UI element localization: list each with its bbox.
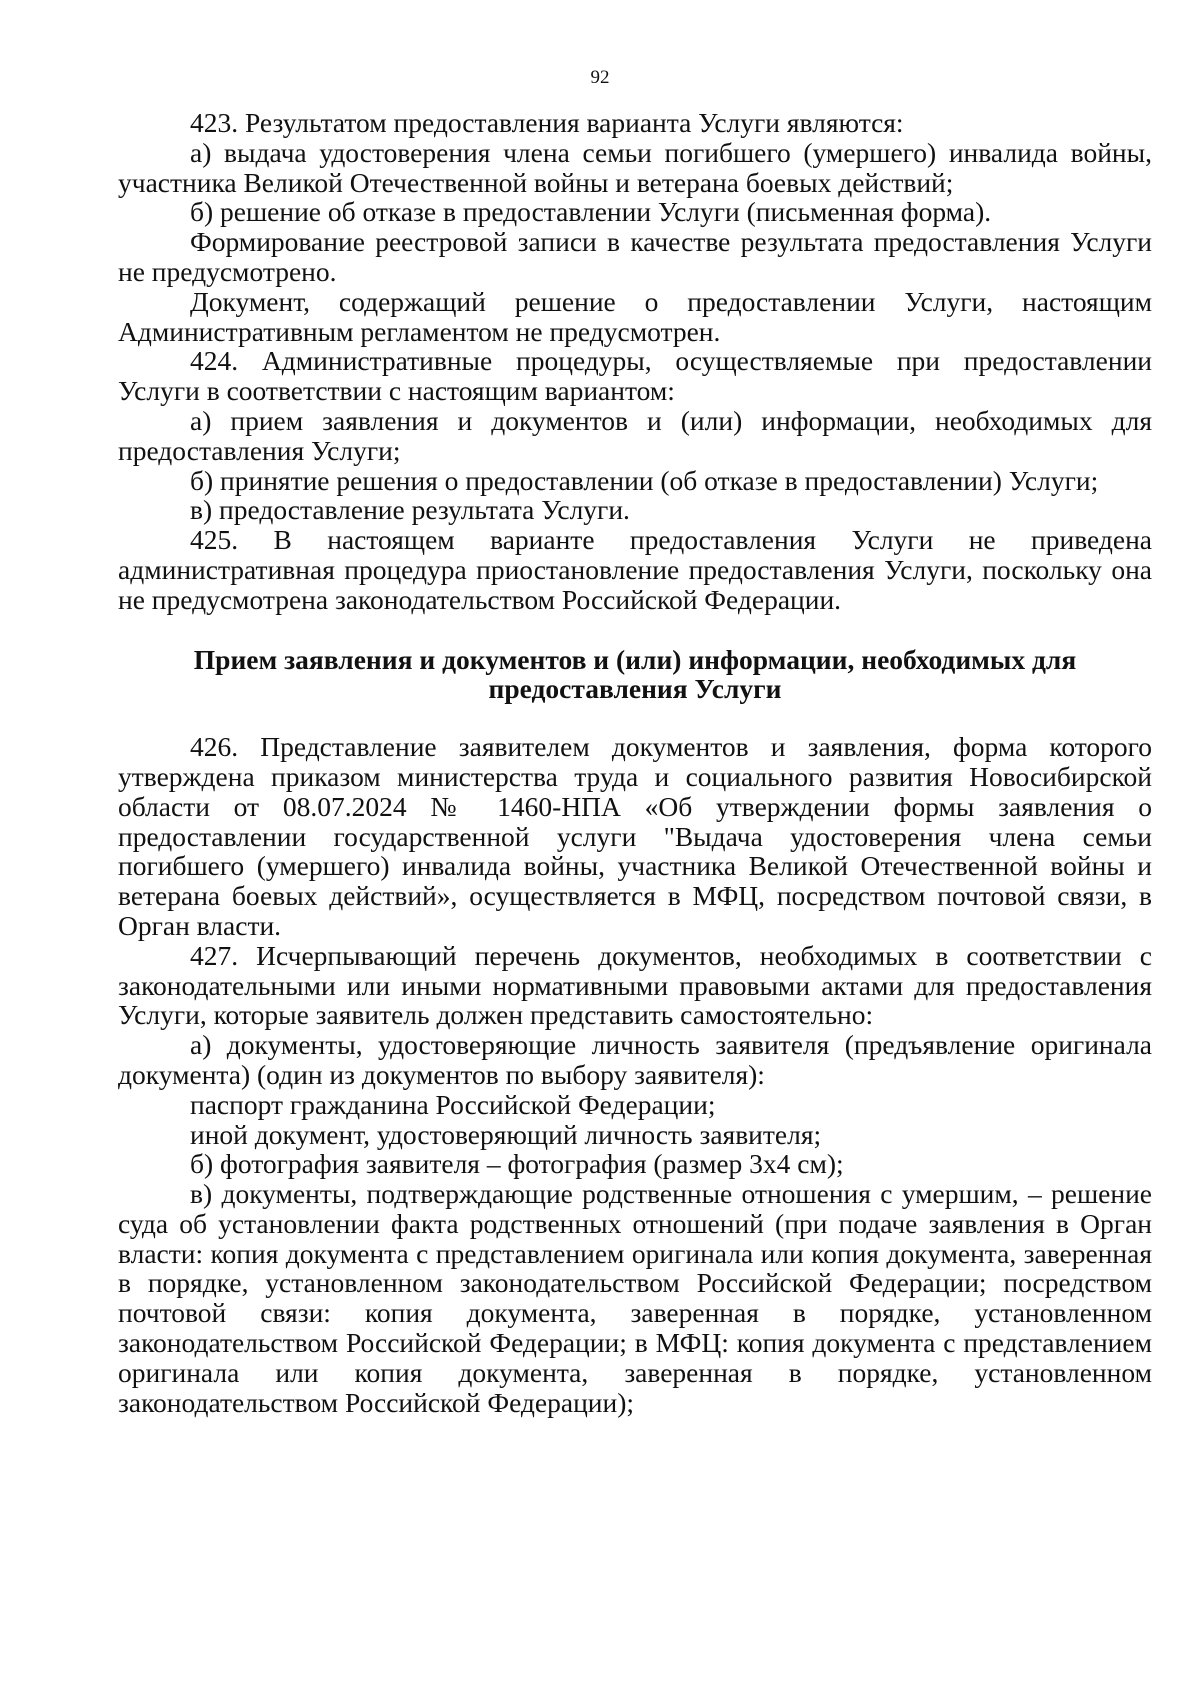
paragraph-decision-document: Документ, содержащий решение о предоставлении Услуги, настоящим Административным регламентом не предусмотрен. [118,285,1152,347]
paragraph-423-a: а) выдача удостоверения члена семьи погибшего (умершего) инвалида войны, участника Великой Отечественной войны и ветерана боевых действий; [118,136,1152,198]
page-number: 92 [590,67,610,88]
paragraph-423-b: б) решение об отказе в предоставлении Услуги (письменная форма). [190,196,992,228]
paragraph-424: 424. Административные процедуры, осуществляемые при предоставлении Услуги в соответствии с настоящим вариантом: [118,345,1152,407]
spacer [118,615,1152,645]
paragraph-427: 427. Исчерпывающий перечень документов, необходимых в соответствии с законодательными или иными нормативными правовыми актами для предоставления Услуги, которые заявитель должен представить самостоятельно: [118,939,1152,1031]
paragraph-423: 423. Результатом предоставления варианта Услуги являются: [190,107,904,138]
paragraph-425: 425. В настоящем варианте предоставления Услуги не приведена административная процедура приостановление предоставления Услуги, поскольку она не предусмотрена законодательством Российской Федерации. [118,524,1152,615]
paragraph-427-a: а) документы, удостоверяющие личность заявителя (предъявление оригинала документа) (один из документов по выбору заявителя): [118,1029,1152,1090]
paragraph-registry-record: Формирование реестровой записи в качестве результата предоставления Услуги не предусмотрено. [118,226,1152,287]
paragraph-427-b: б) фотография заявителя – фотография (размер 3х4 см); [190,1148,844,1180]
paragraph-427-c: в) документы, подтверждающие родственные отношения с умершим, – решение суда об установлении факта родственных отношений (при подаче заявления в Орган власти: копия документа с представлением оригинала или копия документа, заверенная в порядке, установленном законодательством Российской Федерации; посредством почтовой связи: копия документа, заверенная в порядке, установленном законодательством Российской Федерации; в МФЦ: копия документа с представлением оригинала или копия документа, заверенная в порядке, установленном законодательством Российской Федерации); [118,1178,1152,1418]
document-body [118,108,1152,1417]
paragraph-other-id: иной документ, удостоверяющий личность заявителя; [190,1118,822,1150]
section-heading: Прием заявления и документов и (или) информации, необходимых для предоставления Услуги [193,643,1077,705]
paragraph-424-b: б) принятие решения о предоставлении (об отказе в предоставлении) Услуги; [190,464,1099,496]
paragraph-424-a: а) прием заявления и документов и (или) информации, необходимых для предоставления Услуги; [118,404,1152,466]
paragraph-passport: паспорт гражданина Российской Федерации; [190,1088,716,1120]
spacer [118,704,1152,732]
paragraph-426: 426. Представление заявителем документов и заявления, форма которого утверждена приказом министерства труда и социального развития Новосибирской области от 08.07.2024 № 1460-НПА «Об утверждении формы заявления о предоставлении государственной услуги "Выдача удостоверения члена семьи погибшего (умершего) инвалида войны, участника Великой Отечественной войны и ветерана боевых действий», осуществляется в МФЦ, посредством почтовой связи, в Орган власти. [118,731,1152,941]
paragraph-424-c: в) предоставление результата Услуги. [190,494,630,526]
